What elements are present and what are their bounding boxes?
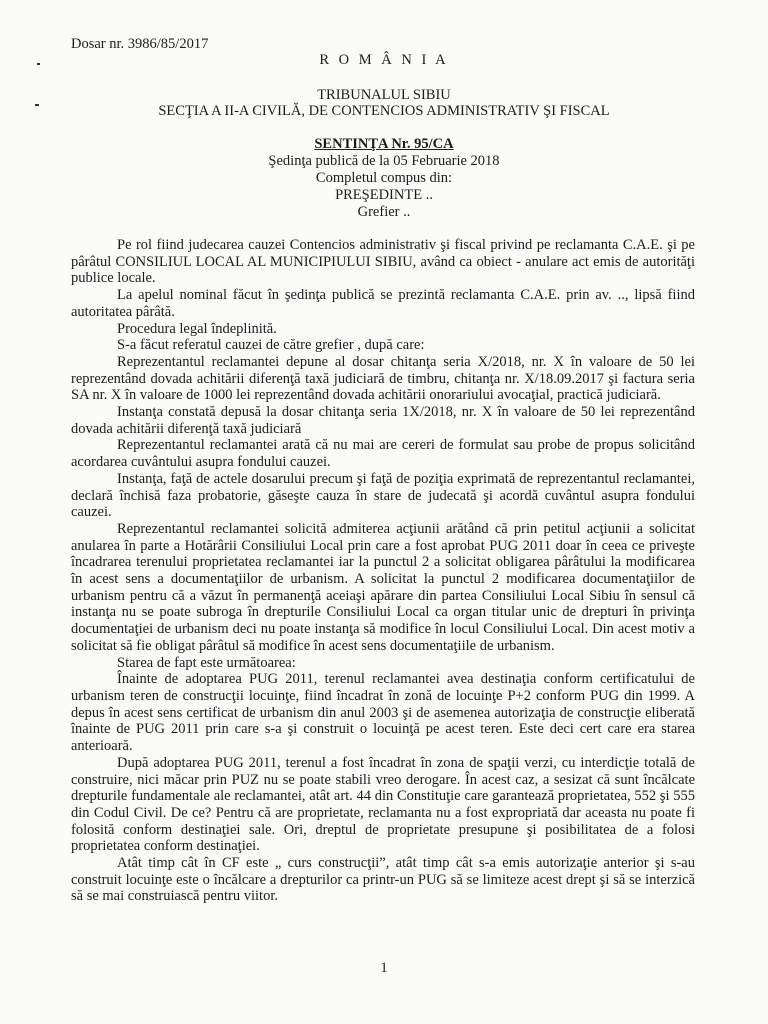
panel-label: Completul compus din:: [315, 170, 453, 186]
paragraph: Instanţa, faţă de actele dosarului precum şi faţă de poziţia exprimată de reprezentantul reclamantei, declară închisă faza probatorie, găseşte cauza în stare de judecată şi acordă cuvântul asupra fondului cauzei.: [71, 470, 695, 521]
paragraph: Reprezentantul reclamantei solicită admiterea acţiunii arătând că prin petitul acţiunii a solicitat anularea în parte a Hotărârii Consiliului Local prin care a fost aprobat PUG 2011 doar în ceea ce priveşte încadrarea terenului proprietatea reclamantei iar la punctul 2 a solicitat obligarea pârâtului la modificarea în acest sens a documentaţiilor de urbanism. A solicitat la punctul 2 modificarea documentaţiilor de urbanism pentru că a văzut în permanenţă aceiaşi apărare din partea Consiliului Local Sibiu în sensul că instanţa nu se poate subroga în drepturile Consiliului Local ca organ titular unic de drepturi în privinţa documentaţiei de urbanism deci nu poate instanţa să modifice în locul Consiliului Local. Din acest motiv a solicitat să fie obligat pârâtul să modifice în acest sens documentaţiile de urbanism.: [71, 520, 695, 654]
paragraph: Procedura legal îndeplinită.: [117, 320, 277, 337]
paragraph: Reprezentantul reclamantei depune al dosar chitanţa seria X/2018, nr. X în valoare de 50 lei reprezentând dovada achitării diferenţă taxă judiciară de timbru, chitanţa nr. X/18.09.2017 şi factura seria SA nr. X în valoare de 1000 lei reprezentând dovada achitării onorariului avocaţial, practică judiciară.: [71, 353, 695, 404]
paragraph: Înainte de adoptarea PUG 2011, terenul reclamantei avea destinaţia conform certificatului de urbanism teren de construcţii locuinţe, fiind încadrat în zonă de locuinţe P+2 conform PUG din 1999. A depus în acest sens certificat de urbanism din anul 2003 şi de asemenea autorizaţia de construcţie eliberată înainte de PUG 2011 prin care s-a şi construit o locuinţă pe acest teren. Este deci cert care era starea anterioară.: [71, 671, 695, 755]
paragraph: Pe rol fiind judecarea cauzei Contencios administrativ şi fiscal privind pe reclamanta C.A.E. şi pe pârâtul CONSILIUL LOCAL AL MUNICIPIULUI SIBIU, având ca obiect - anulare act emis de autorităţi publice locale.: [71, 237, 695, 287]
paragraph: Atât timp cât în CF este „ curs construcţii”, atât timp cât s-a emis autorizaţie anterior şi s-au construit locuinţe este o încălcare a drepturilor ca printr-un PUG să se limiteze acest drept şi să se interzică să se mai construiască pentru viitor.: [71, 855, 695, 905]
document-body: [71, 237, 695, 905]
paragraph: Reprezentantul reclamantei arată că nu mai are cereri de formulat sau probe de propus solicitând acordarea cuvântului asupra fondului cauzei.: [71, 437, 695, 471]
court-section: SECŢIA A II-A CIVILĂ, DE CONTENCIOS ADMINISTRATIV ŞI FISCAL: [158, 103, 610, 119]
paragraph: Starea de fapt este următoarea:: [117, 654, 296, 671]
paragraph: La apelul nominal făcut în şedinţa publică se prezintă reclamanta C.A.E. prin av. .., lipsă fiind autoritatea pârâtă.: [71, 287, 695, 320]
paragraph: S-a făcut referatul cauzei de către grefier , după care:: [117, 337, 425, 354]
paragraph: Instanţa constată depusă la dosar chitanţa seria 1X/2018, nr. X în valoare de 50 lei reprezentând dovada achitării diferenţă taxă judiciară: [71, 404, 695, 437]
court-name: TRIBUNALUL SIBIU: [317, 87, 451, 103]
clerk-label: Grefier ..: [357, 204, 411, 220]
sentence-title: SENTINŢA Nr. 95/CA: [314, 136, 454, 152]
paragraph: După adoptarea PUG 2011, terenul a fost încadrat în zona de spaţii verzi, cu interdicţie totală de construire, nici măcar prin PUZ nu se poate stabili vreo derogare. În acest caz, a sesizat că sunt încălcate drepturile fundamentale ale reclamantei, atât art. 44 din Constituţie care garantează proprietatea, 552 şi 555 din Codul Civil. De ce? Pentru că are proprietate, reclamanta nu a fost expropriată dar aceasta nu poate fi folosită conform destinaţiei sale. Ori, dreptul de proprietate presupune şi posibilitatea de a folosi proprietatea conform destinaţiei.: [71, 754, 695, 855]
session-date: Şedinţa publică de la 05 Februarie 2018: [268, 153, 500, 169]
case-number: Dosar nr. 3986/85/2017: [71, 36, 209, 52]
page-number: 1: [380, 960, 388, 976]
president-label: PREŞEDINTE ..: [335, 187, 433, 203]
country-heading: R O M Â N I A: [319, 52, 449, 68]
